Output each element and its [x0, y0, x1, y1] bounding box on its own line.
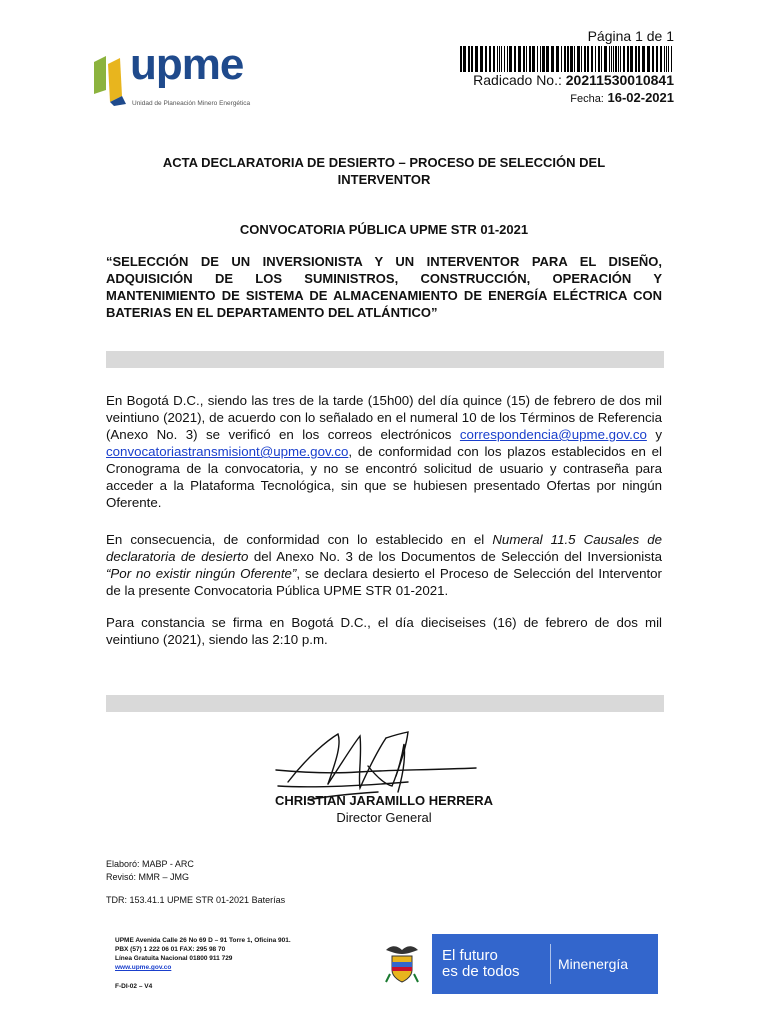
document-title	[106, 154, 662, 188]
slogan-line-1: El futuro	[442, 947, 498, 964]
process-quote: “SELECCIÓN DE UN INVERSIONISTA Y UN INTERVENTOR PARA EL DISEÑO, ADQUISICIÓN DE LOS SUMINISTROS, CONSTRUCCIÓN, OPERACIÓN Y MANTENIMIENTO DE SISTEMA DE ALMACENAMIENTO DE ENERGÍA ELÉCTRICA CON BATERIAS EN EL DEPARTAMENTO DEL ATLÁNTICO”	[106, 254, 662, 320]
upme-logo-icon	[92, 50, 132, 106]
para2-text-b: del Anexo No. 3 de los Documentos de Selección del Inversionista	[253, 549, 663, 564]
fecha-value: 16-02-2021	[607, 90, 674, 105]
page-number: Página 1 de 1	[587, 28, 674, 44]
signer-role: Director General	[336, 810, 432, 825]
government-banner	[372, 934, 658, 994]
paragraph-verification	[106, 392, 662, 511]
government-slogan	[442, 948, 520, 980]
fecha-label: Fecha:	[570, 93, 604, 105]
para1-text-a: En Bogotá D.C., siendo las tres de la tarde (15h00) del día quince (15) de febrero de dos mil veintiuno (2021), de acuerdo con lo señalado en el numeral 10 de los Términos de Referencia (Anexo No. 3) se verificó en los correos electrónicos	[106, 393, 662, 442]
logo-wordmark: upme	[130, 40, 244, 89]
banner-divider	[550, 944, 551, 984]
para2-text-a: En consecuencia, de conformidad con lo establecido en el	[106, 532, 485, 547]
radicado-number	[473, 72, 674, 88]
para1-text-b: , de conformidad con los plazos establecidos en el Cronograma de la convocatoria, y no se encontró solicitud de usuario y contraseña para acceder a la Plataforma Tecnológica, sin que se hubiesen presentado Ofertas por ningún Oferente.	[106, 444, 662, 510]
signer-name: CHRISTIAN JARAMILLO HERRERA	[274, 793, 494, 808]
upme-logo	[92, 40, 262, 112]
barcode	[460, 46, 676, 72]
email-link-correspondencia[interactable]: correspondencia@upme.gov.co	[459, 427, 647, 442]
separator-bar-bottom	[106, 695, 664, 712]
title-line-1: ACTA DECLARATORIA DE DESIERTO – PROCESO DE SELECCIÓN DEL	[162, 155, 606, 170]
convocatoria-heading: CONVOCATORIA PÚBLICA UPME STR 01-2021	[239, 222, 529, 237]
footer-website-link[interactable]: www.upme.gov.co	[115, 964, 172, 971]
tdr-line: TDR: 153.41.1 UPME STR 01-2021 Baterías	[106, 895, 286, 905]
reviso-line: Revisó: MMR – JMG	[106, 872, 190, 882]
paragraph-constancia: Para constancia se firma en Bogotá D.C., el día dieciseises (16) de febrero de dos mil veintiuno (2021), siendo las 2:10 p.m.	[106, 615, 662, 647]
separator-bar-top	[106, 351, 664, 368]
form-code: F-DI-02 – V4	[115, 983, 153, 990]
footer-address: UPME Avenida Calle 26 No 69 D – 91 Torre 1, Oficina 901.	[115, 937, 291, 944]
title-line-2: INTERVENTOR	[337, 172, 431, 187]
paragraph-declaration	[106, 531, 662, 599]
para2-text-c: , se declara desierto el Proceso de Selección del Interventor de la presente Convocatoria Pública UPME STR 01-2021.	[106, 566, 662, 598]
footer-hotline: Línea Gratuita Nacional 01800 911 729	[115, 955, 233, 962]
email-link-convocatorias[interactable]: convocatoriastransmisiont@upme.gov.co	[106, 444, 349, 459]
document-date	[570, 90, 674, 105]
logo-subtitle: Unidad de Planeación Minero Energética	[132, 100, 251, 107]
ministry-name: Minenergía	[558, 956, 629, 972]
radicado-label: Radicado No.:	[473, 72, 562, 88]
slogan-line-2: es de todos	[442, 963, 520, 980]
para2-italic-numeral: Numeral 11.5 Causales de declaratoria de desierto	[106, 532, 662, 564]
footer-contact	[115, 936, 291, 972]
para2-italic-reason: “Por no existir ningún Oferente”	[106, 566, 297, 581]
radicado-value: 20211530010841	[565, 72, 674, 88]
elaboro-line: Elaboró: MABP - ARC	[106, 859, 194, 869]
footer-phone: PBX (57) 1 222 06 01 FAX: 295 98 70	[115, 946, 226, 953]
para1-conjunction: y	[655, 427, 662, 442]
colombia-coat-of-arms-icon	[372, 934, 432, 994]
